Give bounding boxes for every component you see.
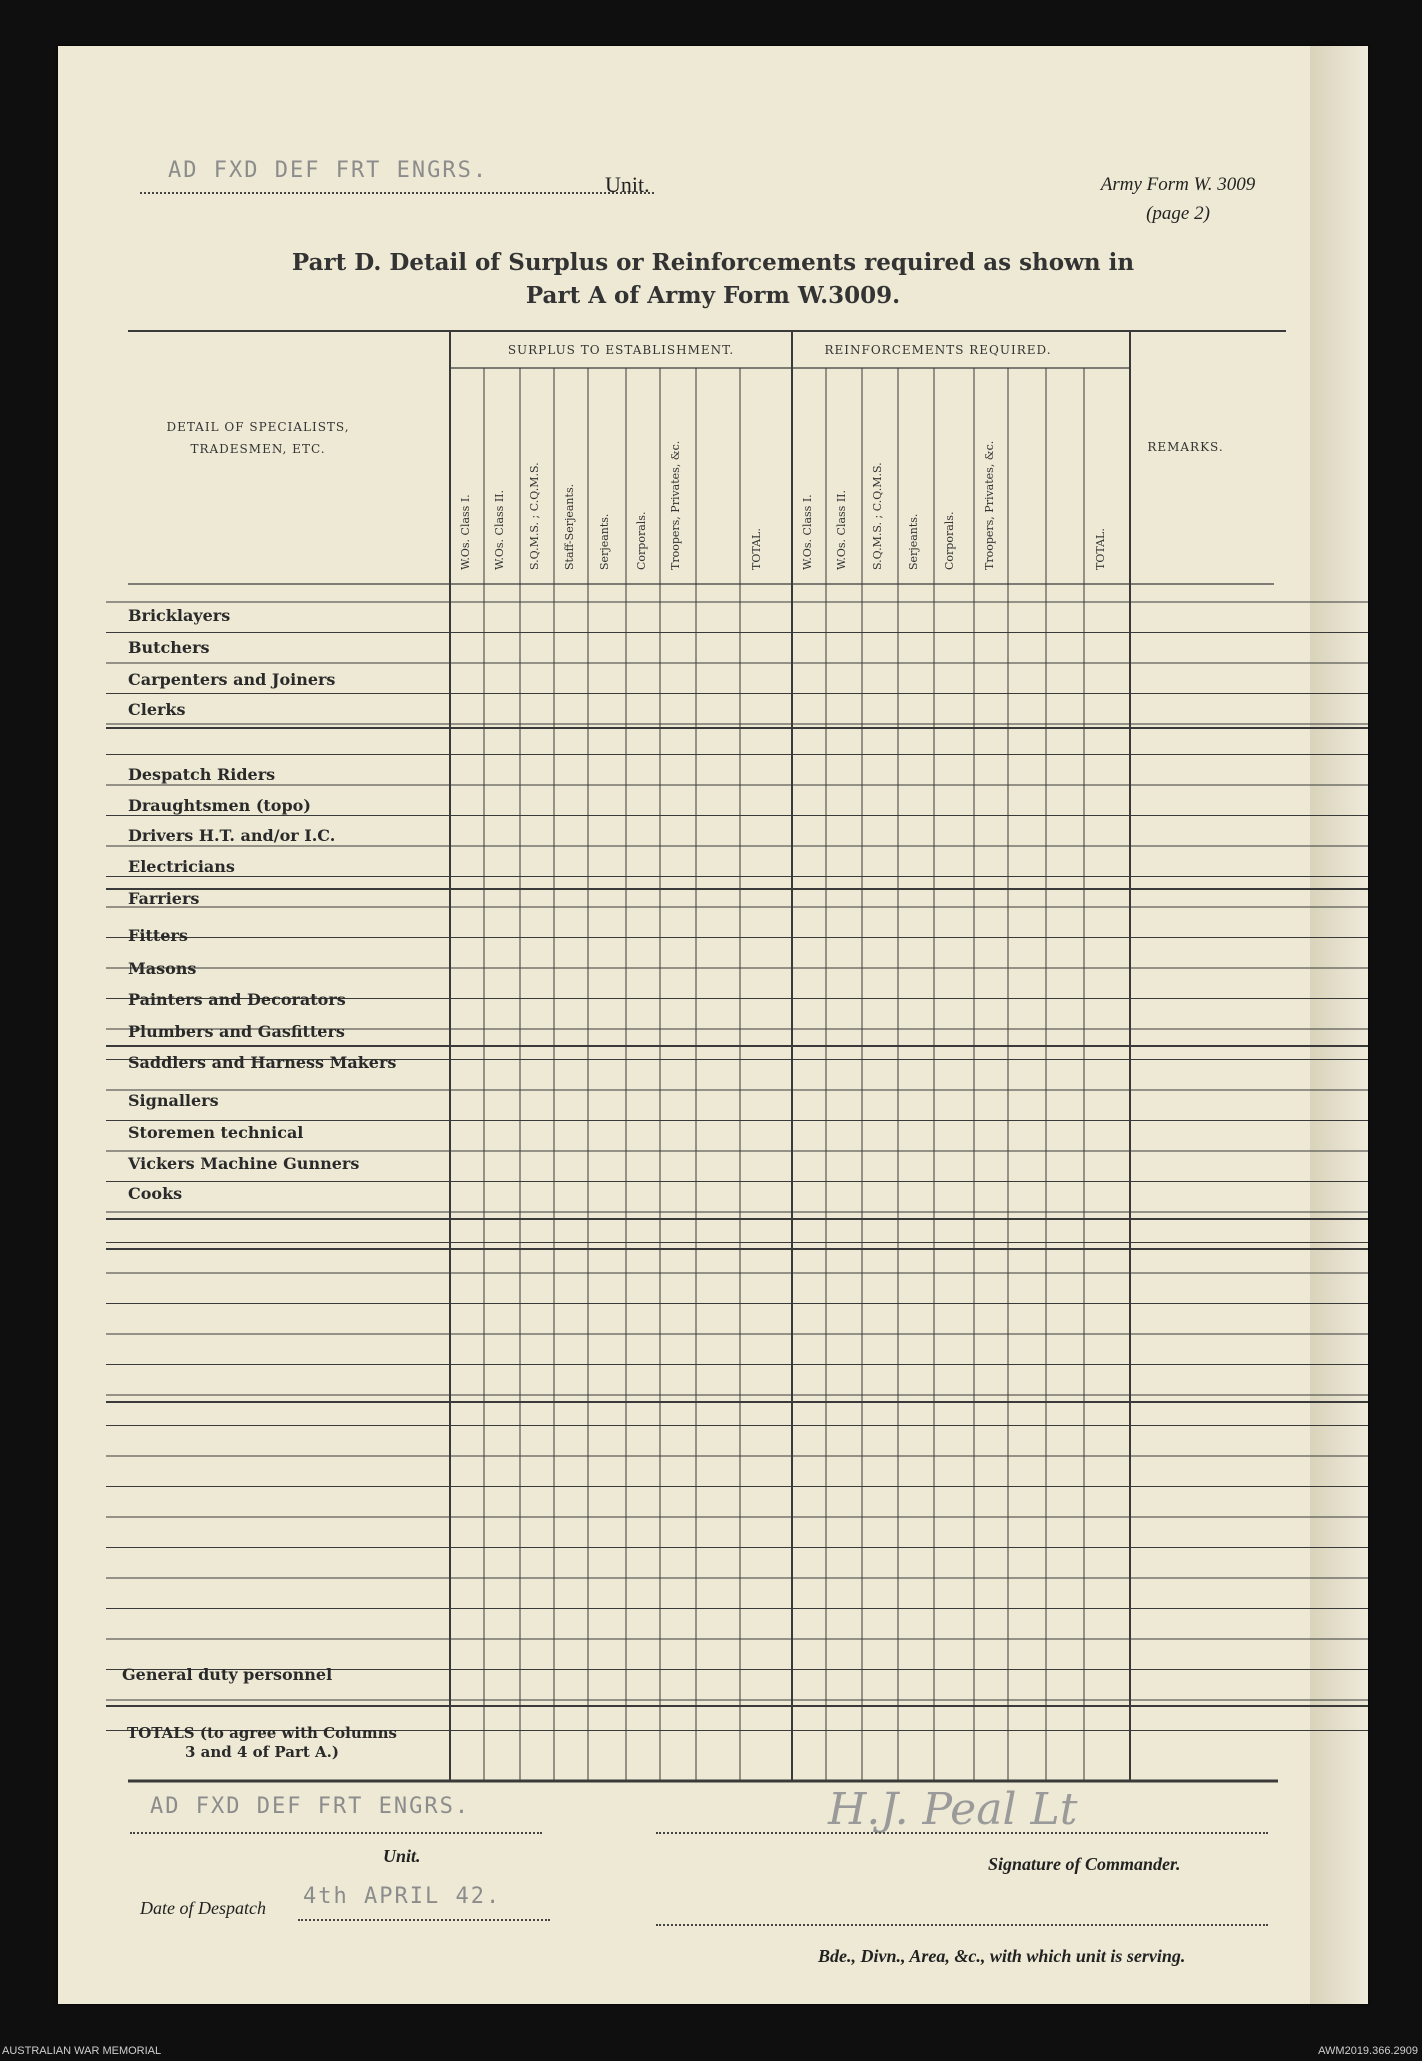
row-label: Farriers (128, 889, 200, 908)
title-line-1: Part D. Detail of Surplus or Reinforcements required as shown in (291, 249, 1135, 276)
reinforcement-column-label: TOTAL. (1094, 528, 1107, 570)
row-label: Masons (128, 959, 197, 978)
row-label: Bricklayers (128, 606, 231, 625)
form-number: Army Form W. 3009 (1100, 174, 1256, 195)
row-label: Plumbers and Gasfitters (128, 1022, 345, 1041)
surplus-column-label: Staff-Serjeants. (563, 483, 576, 570)
date-label: Date of Despatch (140, 1898, 266, 1918)
general-duty-label: General duty personnel (122, 1665, 333, 1684)
row-label: Draughtsmen (topo) (128, 796, 311, 815)
surplus-header: SURPLUS TO ESTABLISHMENT. (507, 343, 735, 357)
remarks-header: REMARKS. (1147, 440, 1224, 454)
caption-left: AUSTRALIAN WAR MEMORIAL (2, 2045, 162, 2057)
unit-handwritten: AD FXD DEF FRT ENGRS. (168, 158, 489, 183)
footer-unit-label: Unit. (383, 1846, 421, 1866)
totals-label (122, 1724, 402, 1762)
row-label: Clerks (128, 700, 186, 719)
detail-header (128, 416, 388, 460)
row-label: Signallers (128, 1091, 219, 1110)
row-label: Carpenters and Joiners (128, 670, 336, 689)
reinforcement-column-label: Corporals. (943, 511, 956, 570)
reinforcement-column-label: Troopers, Privates, &c. (983, 440, 996, 570)
row-label: Painters and Decorators (128, 990, 346, 1009)
detail-header-line-2: TRADESMEN, ETC. (190, 442, 326, 456)
totals-line-2: 3 and 4 of Part A.) (185, 1743, 339, 1761)
row-label: Electricians (128, 857, 235, 876)
date-handwritten: 4th APRIL 42. (303, 1884, 502, 1909)
form-page (58, 46, 1368, 2004)
unit-label: Unit. (605, 172, 650, 197)
reinforcements-header: REINFORCEMENTS REQUIRED. (824, 343, 1052, 357)
title-line-2: Part A of Army Form W.3009. (525, 282, 901, 309)
row-label: Fitters (128, 926, 188, 945)
page-number: (page 2) (1146, 203, 1210, 224)
row-label: Drivers H.T. and/or I.C. (128, 826, 336, 845)
reinforcement-column-label: Serjeants. (907, 513, 920, 570)
footer-unit-handwritten: AD FXD DEF FRT ENGRS. (150, 1794, 471, 1819)
row-label: Butchers (128, 638, 210, 657)
row-label: Despatch Riders (128, 765, 276, 784)
row-label: Vickers Machine Gunners (128, 1154, 360, 1173)
caption-right: AWM2019.366.2909 (1318, 2045, 1418, 2057)
reinforcement-column-label: S.Q.M.S. ; C.Q.M.S. (871, 462, 884, 570)
commander-signature: H.J. Peal Lt (828, 1784, 1078, 1835)
reinforcement-column-label: W.Os. Class II. (835, 489, 848, 570)
surplus-column-label: S.Q.M.S. ; C.Q.M.S. (528, 462, 541, 570)
totals-line-1: TOTALS (to agree with Columns (127, 1724, 397, 1742)
surplus-column-label: Troopers, Privates, &c. (669, 440, 682, 570)
reinforcement-column-label: W.Os. Class I. (801, 494, 814, 570)
surplus-column-label: TOTAL. (750, 528, 763, 570)
formation-line (656, 1924, 1268, 1926)
detail-header-line-1: DETAIL OF SPECIALISTS, (166, 420, 350, 434)
surplus-column-label: Corporals. (635, 511, 648, 570)
signature-line (656, 1832, 1268, 1834)
row-label: Saddlers and Harness Makers (128, 1053, 397, 1072)
footer-unit-line (130, 1832, 542, 1834)
signature-label: Signature of Commander. (988, 1854, 1181, 1874)
surplus-column-label: Serjeants. (598, 513, 611, 570)
date-line (298, 1919, 550, 1921)
surplus-column-label: W.Os. Class II. (493, 489, 506, 570)
row-label: Cooks (128, 1184, 183, 1203)
row-label: Storemen technical (128, 1123, 304, 1142)
surplus-column-label: W.Os. Class I. (459, 494, 472, 570)
formation-label: Bde., Divn., Area, &c., with which unit is serving. (818, 1946, 1186, 1966)
